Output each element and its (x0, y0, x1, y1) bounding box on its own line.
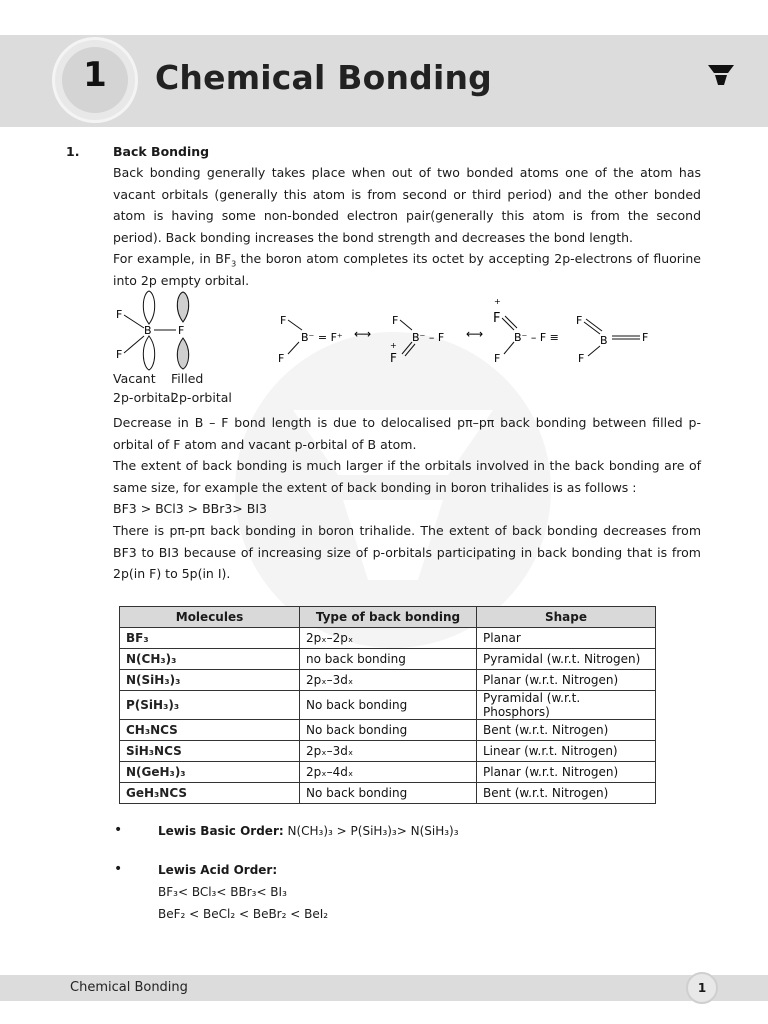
cell-shape: Pyramidal (w.r.t. Nitrogen) (477, 649, 656, 670)
svg-text:F: F (116, 308, 123, 321)
chapter-number: 1 (83, 55, 107, 95)
cell-type: 2pₓ–3dₓ (300, 670, 477, 691)
svg-text:B: B (144, 324, 152, 337)
page-title: Chemical Bonding (155, 58, 492, 97)
cell-shape: Bent (w.r.t. Nitrogen) (477, 720, 656, 741)
section-number: 1. (66, 144, 80, 159)
label-vacant: Vacant (113, 371, 156, 386)
table-row (120, 691, 656, 720)
cell-shape: Planar (477, 628, 656, 649)
svg-text:⟷: ⟷ (466, 327, 484, 341)
column-header-type: Type of back bonding (300, 607, 477, 628)
svg-text:⟷: ⟷ (354, 327, 372, 341)
paragraph-orbital-size: The extent of back bonding is much larger if the orbitals involved in the back bonding are of same size, for example the extent of back bonding in boron trihalides is as follows : (113, 458, 701, 495)
lewis-basic-order (158, 824, 459, 838)
table-row (120, 670, 656, 691)
cell-molecule: BF₃ (120, 628, 300, 649)
cell-type: No back bonding (300, 783, 477, 804)
paragraph-intro: Back bonding generally takes place when out of two bonded atoms one of the atom has vacant orbitals (generally this atom is from second or third period) and the other bonded atom is having some non-bonded electron pair(generally this atom is from the second period). Back bonding increases the bond strength and decreases the bond length. (113, 165, 701, 245)
svg-text:F: F (493, 311, 501, 326)
cell-molecule: N(SiH₃)₃ (120, 670, 300, 691)
lewis-acid-line-2: BeF₂ < BeCl₂ < BeBr₂ < BeI₂ (158, 907, 329, 921)
column-header-shape: Shape (477, 607, 656, 628)
table-row (120, 628, 656, 649)
table-row (120, 762, 656, 783)
svg-text:B⁻ – F ≡: B⁻ – F ≡ (514, 331, 559, 344)
svg-text:B⁻ – F: B⁻ – F (412, 331, 445, 344)
cell-shape: Planar (w.r.t. Nitrogen) (477, 762, 656, 783)
cell-type: 2pₓ–3dₓ (300, 741, 477, 762)
cell-shape: Bent (w.r.t. Nitrogen) (477, 783, 656, 804)
cell-type: 2pₓ–4dₓ (300, 762, 477, 783)
svg-text:F: F (390, 351, 397, 365)
svg-text:F: F (278, 352, 285, 365)
svg-text:B⁻ = F⁺: B⁻ = F⁺ (301, 331, 343, 344)
cell-shape: Planar (w.r.t. Nitrogen) (477, 670, 656, 691)
svg-text:+: + (494, 297, 501, 306)
svg-text:F: F (642, 331, 649, 344)
cell-molecule: N(CH₃)₃ (120, 649, 300, 670)
bf3-back-bonding-diagram (110, 288, 670, 373)
cell-shape: Pyramidal (w.r.t. Phosphors) (477, 691, 656, 720)
label-orbital-vacant: 2p-orbital (113, 390, 174, 405)
svg-text:F: F (178, 324, 185, 337)
lewis-acid-line-1: BF₃< BCl₃< BBr₃< BI₃ (158, 885, 287, 899)
brand-logo-icon (706, 63, 736, 87)
svg-text:B: B (600, 334, 608, 347)
svg-text:F: F (116, 348, 123, 361)
cell-type: No back bonding (300, 720, 477, 741)
svg-text:F: F (494, 352, 501, 365)
bullet-icon: • (114, 822, 123, 838)
table-header-row (120, 607, 656, 628)
cell-shape: Linear (w.r.t. Nitrogen) (477, 741, 656, 762)
lewis-basic-value: N(CH₃)₃ > P(SiH₃)₃> N(SiH₃)₃ (287, 824, 459, 838)
table-row (120, 720, 656, 741)
cell-molecule: P(SiH₃)₃ (120, 691, 300, 720)
paragraph-trihalide-decrease: There is pπ-pπ back bonding in boron trihalide. The extent of back bonding decreases from BF3 to BI3 because of increasing size of p-orbitals participating in back bonding that is from 2p(in F) to 5p(in I). (113, 523, 701, 581)
cell-molecule: N(GeH₃)₃ (120, 762, 300, 783)
table-row (120, 783, 656, 804)
paragraph-trihalide-order: BF3 > BCl3 > BBr3> BI3 (113, 501, 267, 516)
cell-molecule: SiH₃NCS (120, 741, 300, 762)
paragraph-example: For example, in $BF_3$ the boron atom completes its octet by accepting 2p-electrons of fluorine into 2p empty orbital. (113, 251, 701, 288)
section-title: Back Bonding (113, 144, 210, 159)
table-row (120, 649, 656, 670)
cell-molecule: CH₃NCS (120, 720, 300, 741)
cell-type: No back bonding (300, 691, 477, 720)
cell-type: 2pₓ–2pₓ (300, 628, 477, 649)
page-number: 1 (686, 972, 718, 1004)
label-filled: Filled (171, 371, 204, 386)
label-orbital-filled: 2p-orbital (171, 390, 232, 405)
cell-type: no back bonding (300, 649, 477, 670)
svg-text:F: F (392, 314, 399, 327)
svg-text:F: F (578, 352, 585, 365)
svg-text:F: F (576, 314, 583, 327)
back-bonding-table (119, 606, 656, 804)
lewis-acid-label: Lewis Acid Order: (158, 863, 278, 877)
footer-title: Chemical Bonding (70, 980, 188, 995)
paragraph-bond-length: Decrease in B – F bond length is due to delocalised pπ–pπ back bonding between filled p-orbital of F atom and vacant p-orbital of B atom. (113, 415, 701, 452)
svg-text:+: + (390, 341, 397, 350)
bullet-icon: • (114, 861, 123, 877)
svg-text:F: F (280, 314, 287, 327)
lewis-basic-label: Lewis Basic Order: (158, 824, 284, 838)
column-header-molecules: Molecules (120, 607, 300, 628)
cell-molecule: GeH₃NCS (120, 783, 300, 804)
table-row (120, 741, 656, 762)
